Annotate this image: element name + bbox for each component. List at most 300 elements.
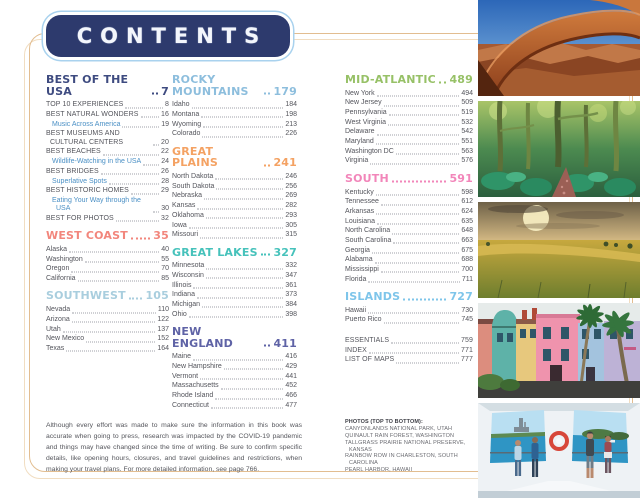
leader-dots (109, 183, 159, 184)
entry-label: New Hampshire (172, 363, 222, 371)
entry-page-number: 441 (285, 372, 297, 380)
toc-entry (46, 246, 169, 254)
leader-dots (221, 388, 284, 389)
photo-credit-line: PEARL HARBOR, HAWAII (345, 467, 413, 474)
leader-dots (125, 107, 163, 108)
leader-dots (202, 136, 283, 137)
entry-page-number: 745 (461, 316, 473, 324)
entry-label: Delaware (345, 128, 375, 136)
leader-dots (116, 221, 159, 222)
leader-dots (377, 96, 460, 97)
section-page-number: 411 (273, 336, 297, 350)
toc-entry (46, 130, 169, 147)
leader-dots (153, 211, 159, 212)
leader-dots (224, 369, 284, 370)
entry-label: Oregon (46, 265, 70, 273)
toc-entry (172, 130, 297, 138)
entry-label: Tennessee (345, 198, 379, 206)
leader-dots (203, 127, 283, 128)
section-page-number: 327 (273, 245, 297, 259)
leader-dots (101, 174, 159, 175)
entry-label: Florida (345, 275, 367, 283)
entry-page-number: 55 (161, 255, 169, 263)
toc-entry (172, 173, 297, 181)
leader-dots (103, 154, 159, 155)
photo-credit-line: QUINAULT RAIN FOREST, WASHINGTON (345, 432, 455, 439)
toc-entry (52, 178, 169, 186)
entry-label: ESSENTIALS (345, 336, 390, 344)
section-title: NEW ENGLAND (172, 325, 234, 350)
toc-entry (345, 247, 473, 255)
toc-entry (345, 109, 473, 117)
toc-entry (345, 276, 473, 284)
section-page-number: 241 (273, 156, 297, 170)
leader-dots (403, 298, 446, 300)
entry-label: Louisiana (345, 217, 375, 225)
entry-label: Iowa (172, 221, 187, 229)
leader-dots (376, 194, 460, 195)
section-page-number: 489 (449, 73, 473, 86)
section-page-number: 7 (161, 84, 169, 98)
toc-section-endmatter (345, 337, 473, 365)
toc-entry (46, 265, 169, 273)
section-page-number: 727 (449, 290, 473, 304)
entry-page-number: 398 (285, 310, 297, 318)
leader-dots (392, 233, 459, 234)
entry-page-number: 26 (161, 167, 169, 175)
entry-page-number: 373 (285, 291, 297, 299)
entry-page-number: 576 (461, 157, 473, 165)
entry-page-number: 293 (285, 211, 297, 219)
leader-dots (189, 227, 284, 228)
toc-section-best-of-the-usa (46, 74, 169, 223)
entry-label: Illinois (172, 281, 192, 289)
entry-label: Utah (46, 325, 61, 333)
toc-entry (52, 197, 169, 214)
leader-dots (78, 281, 160, 282)
toc-entry (345, 148, 473, 156)
section-heading (345, 74, 473, 86)
toc-entry (345, 99, 473, 107)
toc-section-islands (345, 291, 473, 325)
leader-dots (201, 117, 283, 118)
toc-entry (172, 222, 297, 230)
toc-entry (345, 316, 473, 324)
entry-label: North Carolina (345, 227, 391, 235)
entry-label: New Mexico (46, 335, 85, 343)
entry-label: West Virginia (345, 118, 386, 126)
entry-label: Wildlife-Watching in the USA (52, 158, 142, 166)
toc-entry (172, 373, 297, 381)
section-title: MID-ATLANTIC (345, 73, 436, 86)
entry-label: Superlative Spots (52, 177, 107, 185)
entry-label: Indiana (172, 291, 195, 299)
entry-page-number: 137 (157, 325, 169, 333)
entry-label: Montana (172, 111, 200, 118)
toc-entry (345, 237, 473, 245)
entry-page-number: 711 (461, 275, 473, 283)
leader-dots (193, 359, 283, 360)
section-page-number: 179 (273, 84, 297, 98)
entry-label: Arkansas (345, 207, 375, 215)
toc-entry (46, 306, 169, 314)
entry-page-number: 663 (461, 236, 473, 244)
leader-dots (215, 179, 283, 180)
entry-page-number: 8 (165, 101, 169, 109)
section-heading (172, 146, 297, 169)
toc-entry (345, 138, 473, 146)
entry-page-number: 16 (161, 111, 169, 118)
entry-label: Kentucky (345, 188, 374, 196)
leader-dots (131, 193, 159, 194)
toc-column-1 (46, 74, 169, 360)
leader-dots (388, 125, 459, 126)
entry-page-number: 466 (285, 392, 297, 400)
entry-label: Nevada (46, 306, 71, 314)
leader-dots (375, 262, 460, 263)
leader-dots (216, 189, 283, 190)
entry-label: Texas (46, 344, 65, 352)
leader-dots (202, 307, 283, 308)
entry-page-number: 332 (285, 262, 297, 270)
photo-credits (345, 419, 475, 474)
entry-label: South Carolina (345, 236, 392, 244)
toc-entry (46, 168, 169, 176)
leader-dots (392, 180, 447, 182)
toc-entry (172, 111, 297, 119)
entry-page-number: 635 (461, 217, 473, 225)
entry-label: Massachusetts (172, 382, 219, 390)
leader-dots (143, 164, 159, 165)
photo-rainbow-row (478, 303, 640, 398)
toc-entry (172, 291, 297, 299)
entry-label: Vermont (172, 372, 199, 380)
entry-label: Wyoming (172, 120, 202, 128)
leader-dots (129, 298, 143, 300)
section-title: SOUTHWEST (46, 289, 126, 303)
entry-label: North Dakota (172, 173, 214, 181)
toc-entry (46, 148, 169, 156)
disclaimer-note: Although every effort was made to make sure the information in this book was accurate when going to press, research was impacted by the COVID-19 pandemic and things may have changed since the time of writing. Be sure to confirm specific details, like opening hours, closures, and travel guidelines and restrictions, when making your travel plans. For more detailed information, see page 766. (46, 422, 302, 473)
toc-entry (345, 119, 473, 127)
photo-strip (478, 0, 640, 498)
entry-page-number: 152 (157, 335, 169, 343)
leader-dots (72, 312, 156, 313)
entry-label: California (46, 275, 76, 283)
section-heading (345, 173, 473, 185)
toc-entry (46, 215, 169, 223)
entry-page-number: 282 (285, 202, 297, 210)
toc-section-south (345, 173, 473, 284)
entry-page-number: 20 (161, 138, 169, 146)
entry-label: Ohio (172, 310, 187, 318)
entry-page-number: 532 (461, 118, 473, 126)
toc-entry (345, 208, 473, 216)
entry-page-number: 759 (461, 336, 473, 344)
entry-page-number: 24 (161, 158, 169, 166)
section-heading (172, 247, 297, 259)
entry-label: Nebraska (172, 192, 202, 200)
toc-entry (345, 227, 473, 235)
leader-dots (69, 252, 159, 253)
leader-dots (200, 237, 283, 238)
leader-dots (393, 243, 459, 244)
section-page-number: 35 (153, 229, 169, 243)
toc-entry (345, 128, 473, 136)
entry-page-number: 28 (161, 177, 169, 185)
leader-dots (85, 262, 159, 263)
toc-entry (46, 345, 169, 353)
entry-page-number: 164 (157, 344, 169, 352)
entry-page-number: 226 (285, 130, 297, 138)
leader-dots (384, 105, 460, 106)
entry-label: Connecticut (172, 401, 209, 409)
entry-page-number: 598 (461, 188, 473, 196)
entry-label: Alaska (46, 246, 68, 254)
leader-dots (66, 351, 155, 352)
entry-page-number: 122 (157, 315, 169, 323)
entry-page-number: 19 (161, 120, 169, 128)
toc-entry (46, 316, 169, 324)
entry-page-number: 700 (461, 266, 473, 274)
leader-dots (369, 352, 459, 353)
entry-label: Michigan (172, 301, 201, 308)
entry-page-number: 519 (461, 109, 473, 117)
entry-page-number: 32 (161, 214, 169, 222)
entry-page-number: 624 (461, 207, 473, 215)
toc-entry (172, 311, 297, 319)
leader-dots (372, 253, 459, 254)
section-title: BEST OF THE USA (46, 73, 129, 98)
toc-entry (46, 275, 169, 283)
entry-label: BEST FOR PHOTOS (46, 214, 114, 222)
toc-entry (345, 189, 473, 197)
leader-dots (377, 134, 460, 135)
toc-entry (52, 158, 169, 166)
leader-dots (192, 107, 284, 108)
entry-label: Arizona (46, 315, 70, 323)
leader-dots (368, 313, 459, 314)
toc-entry (172, 262, 297, 270)
entry-label: Idaho (172, 101, 190, 109)
entry-page-number: 777 (461, 356, 473, 364)
toc-section-west-coast (46, 230, 169, 283)
leader-dots (200, 379, 283, 380)
entry-page-number: 477 (285, 401, 297, 409)
leader-dots (439, 81, 447, 83)
entry-page-number: 29 (161, 187, 169, 195)
section-heading (172, 74, 297, 97)
toc-entry (172, 212, 297, 220)
leader-dots (189, 317, 284, 318)
section-heading (46, 290, 169, 302)
toc-entry (172, 353, 297, 361)
toc-entry (345, 347, 473, 355)
entry-label: Washington (46, 255, 83, 263)
photo-rainforest (478, 101, 640, 197)
entry-label: New Jersey (345, 99, 382, 107)
photo-credit-line: CANYONLANDS NATIONAL PARK, UTAH (345, 425, 453, 432)
toc-entry (345, 157, 473, 165)
leader-dots (376, 214, 459, 215)
leader-dots (141, 117, 160, 118)
entry-label: Virginia (345, 157, 369, 165)
leader-dots (197, 208, 283, 209)
leader-dots (376, 144, 460, 145)
photo-prairie (478, 202, 640, 298)
photo-credits-heading: PHOTOS (TOP TO BOTTOM): (345, 419, 423, 425)
entry-page-number: 361 (285, 281, 297, 289)
leader-dots (211, 408, 283, 409)
entry-label: Wisconsin (172, 271, 204, 279)
entry-label: Colorado (172, 130, 201, 138)
entry-page-number: 509 (461, 99, 473, 107)
entry-label: Oklahoma (172, 211, 204, 219)
entry-page-number: 384 (285, 301, 297, 308)
toc-entry (172, 121, 297, 129)
toc-entry (345, 356, 473, 364)
entry-label: Georgia (345, 246, 370, 254)
toc-entry (46, 187, 169, 195)
leader-dots (396, 362, 459, 363)
entry-label: Pennsylvania (345, 109, 387, 117)
leader-dots (122, 127, 159, 128)
entry-page-number: 648 (461, 227, 473, 235)
toc-entry (345, 256, 473, 264)
section-page-number: 591 (449, 171, 473, 185)
entry-label: Eating Your Way through the USA (52, 196, 141, 213)
toc-entry (172, 402, 297, 410)
section-page-number: 105 (145, 289, 169, 303)
entry-page-number: 315 (285, 231, 297, 239)
section-heading (46, 230, 169, 242)
toc-entry (46, 111, 169, 119)
toc-entry (46, 335, 169, 343)
toc-entry (345, 90, 473, 98)
entry-label: Washington DC (345, 147, 394, 155)
entry-label: Mississippi (345, 266, 379, 274)
toc-entry (345, 307, 473, 315)
entry-page-number: 213 (285, 120, 297, 128)
entry-label: New York (345, 89, 375, 97)
entry-page-number: 612 (461, 198, 473, 206)
entry-page-number: 256 (285, 182, 297, 190)
entry-page-number: 70 (161, 265, 169, 273)
entry-page-number: 40 (161, 246, 169, 254)
section-title: WEST COAST (46, 229, 128, 243)
toc-entry (46, 326, 169, 334)
toc-entry (172, 382, 297, 390)
section-title: GREAT PLAINS (172, 144, 219, 170)
toc-entry (172, 231, 297, 239)
toc-entry (345, 198, 473, 206)
leader-dots (381, 272, 459, 273)
entry-label: TOP 10 EXPERIENCES (46, 101, 124, 109)
toc-entry (172, 301, 297, 309)
section-title: SOUTH (345, 171, 389, 185)
leader-dots (206, 278, 283, 279)
leader-dots (72, 322, 156, 323)
leader-dots (215, 398, 283, 399)
entry-page-number: 198 (285, 111, 297, 118)
entry-page-number: 494 (461, 89, 473, 97)
toc-entry (52, 121, 169, 129)
leader-dots (153, 145, 159, 146)
entry-page-number: 416 (285, 353, 297, 361)
leader-dots (86, 341, 155, 342)
leader-dots (204, 198, 283, 199)
entry-label: Missouri (172, 231, 199, 239)
entry-page-number: 305 (285, 221, 297, 229)
entry-page-number: 85 (161, 275, 169, 283)
toc-entry (172, 272, 297, 280)
toc-entry (345, 218, 473, 226)
toc-section-southwest (46, 290, 169, 353)
toc-column-2 (172, 74, 297, 417)
toc-entry (172, 392, 297, 400)
page-title: CONTENTS (76, 24, 268, 48)
toc-entry (172, 363, 297, 371)
entry-page-number: 429 (285, 363, 297, 371)
leader-dots (370, 163, 459, 164)
leader-dots (391, 343, 459, 344)
toc-section-new-england (172, 326, 297, 410)
entry-label: BEST BEACHES (46, 148, 101, 156)
leader-dots (131, 238, 150, 240)
section-heading (172, 326, 297, 349)
entry-label: Hawaii (345, 306, 367, 314)
photo-pearl-harbor (478, 403, 640, 498)
leader-dots (193, 288, 283, 289)
entry-label: Alabama (345, 256, 373, 264)
entry-page-number: 563 (461, 147, 473, 155)
section-heading (46, 74, 169, 97)
leader-dots (389, 115, 460, 116)
contents-badge (46, 15, 290, 57)
entry-page-number: 30 (161, 205, 169, 213)
entry-label: BEST BRIDGES (46, 167, 99, 175)
toc-entry (46, 256, 169, 264)
entry-label: BEST NATURAL WONDERS (46, 111, 139, 118)
toc-column-3 (345, 74, 473, 372)
entry-page-number: 675 (461, 246, 473, 254)
entry-label: Maryland (345, 138, 374, 146)
leader-dots (152, 93, 158, 95)
leader-dots (206, 218, 283, 219)
leader-dots (396, 154, 460, 155)
leader-dots (381, 204, 459, 205)
entry-page-number: 22 (161, 148, 169, 156)
toc-entry (172, 282, 297, 290)
entry-label: BEST MUSEUMS AND CULTURAL CENTERS (46, 130, 124, 146)
entry-page-number: 452 (285, 382, 297, 390)
toc-entry (345, 266, 473, 274)
toc-section-great-plains (172, 146, 297, 240)
leader-dots (377, 223, 459, 224)
toc-section-mid-atlantic (345, 74, 473, 166)
entry-page-number: 269 (285, 192, 297, 200)
leader-dots (264, 165, 270, 167)
leader-dots (71, 271, 159, 272)
leader-dots (368, 282, 459, 283)
photo-canyonlands-arch (478, 0, 640, 96)
entry-label: Kansas (172, 202, 196, 210)
entry-page-number: 771 (461, 346, 473, 354)
leader-dots (197, 297, 283, 298)
entry-label: Puerto Rico (345, 316, 382, 324)
entry-page-number: 184 (285, 101, 297, 109)
entry-page-number: 551 (461, 138, 473, 146)
